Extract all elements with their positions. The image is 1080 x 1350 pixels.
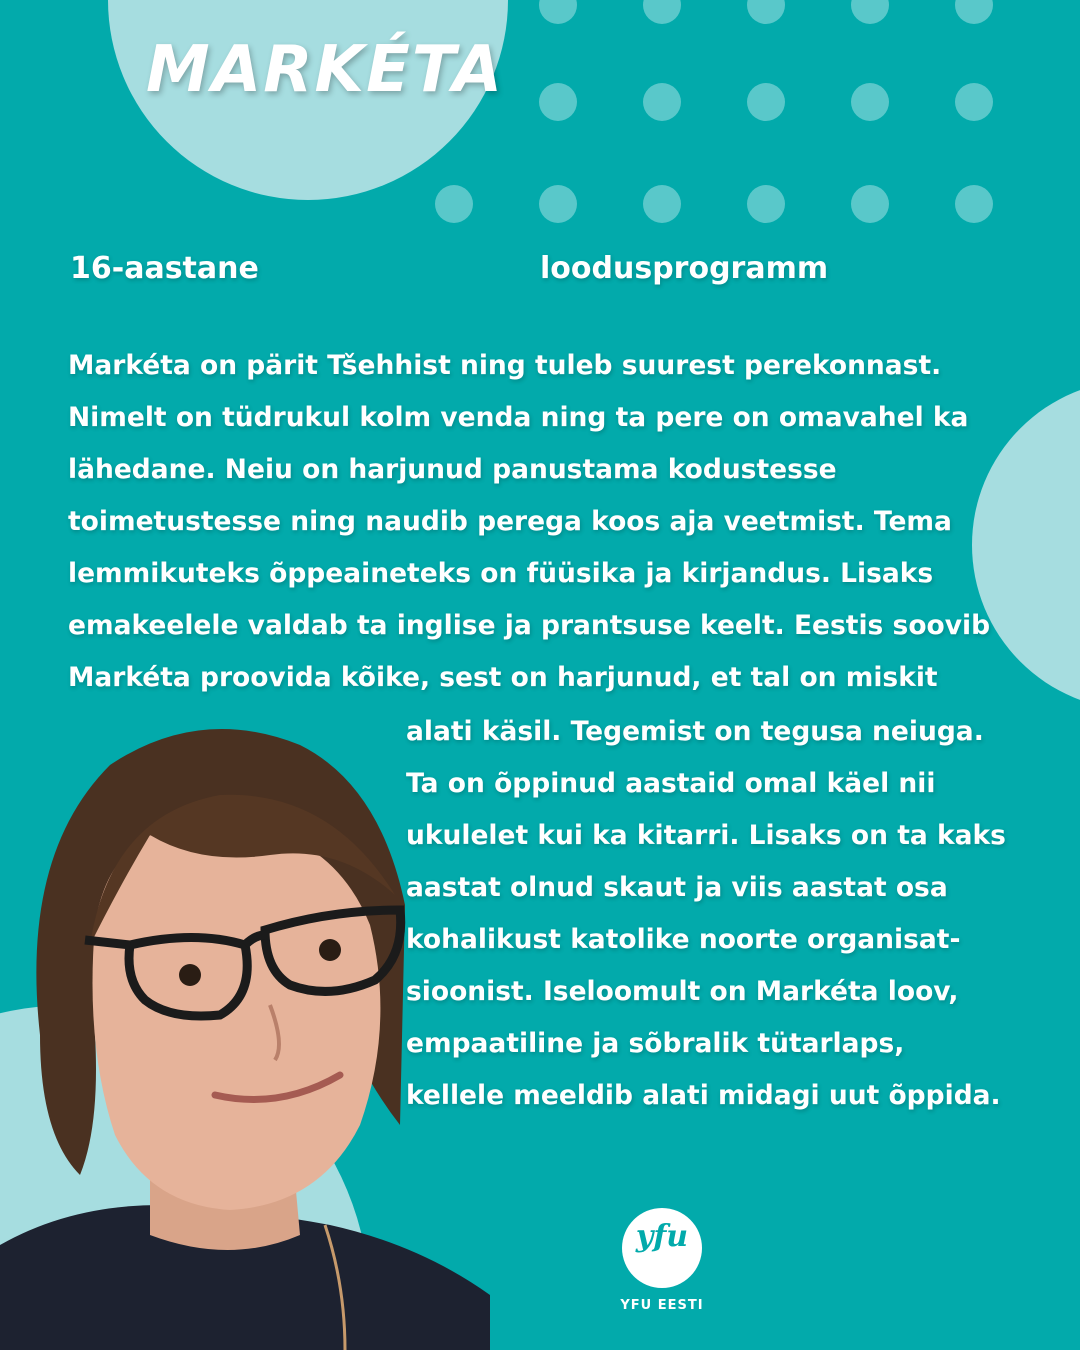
pattern-dot (747, 83, 785, 121)
pattern-dot (955, 83, 993, 121)
pattern-dot (851, 83, 889, 121)
age-label: 16-aastane (70, 251, 259, 286)
pattern-dot (643, 185, 681, 223)
pattern-dot (851, 185, 889, 223)
pattern-dot (539, 83, 577, 121)
pattern-dot (955, 0, 993, 24)
bio-paragraph-bottom: alati käsil. Tegemist on tegusa neiuga. Ta on õppinud aastaid omal käel nii ukulelet kui ka kitarri. Lisaks on ta kaks aastat olnud skaut ja viis aastat osa kohalikust katolike noorte organisat- sioonist. Iseloomult on Markéta loov, empaatiline ja sõbralik tütarlaps, kellele meeldib alati midagi uut õppida. (406, 716, 1006, 1111)
pattern-dot (851, 0, 889, 24)
pattern-dot (643, 83, 681, 121)
pattern-dot (747, 0, 785, 24)
pattern-dot (435, 185, 473, 223)
logo-mark-text: yfu (635, 1219, 689, 1254)
bio-paragraph-top: Markéta on pärit Tšehhist ning tuleb suurest perekonnast. Nimelt on tüdrukul kolm venda ning ta pere on omavahel ka lähedane. Neiu on harjunud panustama kodustesse toimetustesse ning naudib perega koos aja veetmist. Tema lemmikuteks õppeaineteks on füüsika ja kirjandus. Lisaks emakeelele valdab ta inglise ja prantsuse keelt. Eestis soovib Markéta proovida kõike, sest on harjunud, et tal on miskit (68, 350, 991, 693)
program-label: loodusprogramm (540, 251, 829, 286)
pattern-dot (643, 0, 681, 24)
pattern-dot (747, 185, 785, 223)
portrait-face (93, 820, 381, 1210)
pattern-dot (539, 0, 577, 24)
portrait-eye-right (319, 939, 341, 961)
portrait-eye-left (179, 964, 201, 986)
logo-caption: YFU EESTI (620, 1298, 704, 1313)
student-name-title: MARKÉTA (146, 33, 505, 107)
pattern-dot (955, 185, 993, 223)
student-portrait-photo (0, 705, 490, 1350)
pattern-dot (539, 185, 577, 223)
